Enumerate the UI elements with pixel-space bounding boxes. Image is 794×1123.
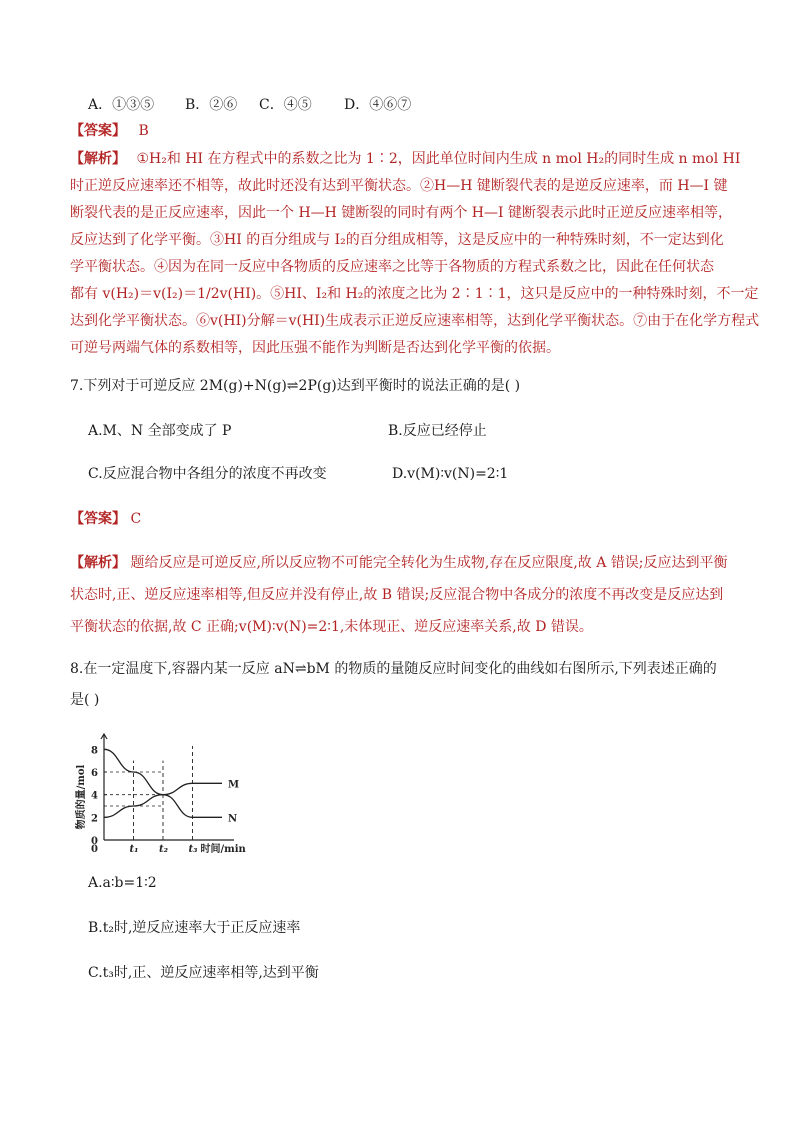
x-tick-label-t2: t₂ bbox=[159, 844, 168, 855]
y-tick-label: 2 bbox=[91, 813, 98, 825]
q6-exp-line-8: 可逆号两端气体的系数相等，因此压强不能作为判断是否达到化学平衡的依据。 bbox=[70, 340, 560, 356]
q6-option-c: C．④⑤ bbox=[259, 97, 312, 113]
y-axis-label: 物质的量/mol bbox=[76, 764, 87, 830]
x-tick-label-t3: t₃ bbox=[188, 844, 198, 855]
series-label-M: M bbox=[228, 779, 240, 791]
q7-exp-line-2: 状态时,正、逆反应速率相等,但反应并没有停止,故 B 错误;反应混合物中各成分的浓度不再改变是反应达到 bbox=[70, 587, 724, 603]
amount-vs-time-chart bbox=[72, 728, 262, 856]
series-label-N: N bbox=[228, 813, 238, 825]
q6-exp-line-2: 时正逆反应速率还不相等，故此时还没有达到平衡状态。②H—H 键断裂代表的是逆反应速率，而 H—I 键 bbox=[70, 178, 728, 194]
q8-option-a: A.a∶b=1∶2 bbox=[88, 875, 157, 891]
q6-explanation-label: 【解析】 bbox=[70, 151, 126, 167]
q6-option-b: B．②⑥ bbox=[185, 97, 238, 113]
q6-exp-line-5: 学平衡状态。④因为在同一反应中各物质的反应速率之比等于各物质的方程式系数之比，因此在任何状态 bbox=[70, 259, 714, 275]
q7-exp-line-3: 平衡状态的依据,故 C 正确;v(M)∶v(N)=2∶1,未体现正、逆反应速率关系,故 D 错误。 bbox=[70, 619, 593, 635]
q6-exp-line-4: 反应达到了化学平衡。③HI 的百分组成与 I₂的百分组成相等，这是反应中的一种特殊时刻，不一定达到化 bbox=[70, 232, 724, 248]
x-tick-label-t1: t₁ bbox=[129, 844, 139, 855]
q7-option-d: D.v(M)∶v(N)=2∶1 bbox=[392, 466, 509, 482]
q7-answer-label: 【答案】 bbox=[70, 511, 126, 527]
q7-exp-line-1: 【解析】 题给反应是可逆反应,所以反应物不可能完全转化为生成物,存在反应限度,故 A 错误;反应达到平衡 bbox=[70, 555, 728, 571]
q7-answer-row bbox=[70, 509, 141, 529]
q6-answer-value: B bbox=[138, 123, 149, 139]
q6-option-a: A．①③⑤ bbox=[88, 97, 155, 113]
y-tick-label: 8 bbox=[91, 745, 98, 757]
q6-exp-line-6: 都有 v(H₂)＝v(I₂)＝1/2v(HI)。⑤HI、I₂和 H₂的浓度之比为 2∶1∶1，这只是反应中的一种特殊时刻，不一定 bbox=[70, 286, 759, 302]
q7-answer-value: C bbox=[130, 511, 142, 527]
q7-option-c: C.反应混合物中各组分的浓度不再改变 bbox=[88, 466, 327, 482]
q8-option-b: B.t₂时,逆反应速率大于正反应速率 bbox=[88, 920, 301, 936]
q7-option-a: A.M、N 全部变成了 P bbox=[88, 423, 232, 439]
q7-stem: 7.下列对于可逆反应 2M(g)+N(g)⇌2P(g)达到平衡时的说法正确的是( ) bbox=[70, 378, 521, 394]
q8-stem-line-2: 是( ) bbox=[70, 692, 100, 708]
y-tick-label: 0 bbox=[91, 836, 98, 847]
q7-explanation-label: 【解析】 bbox=[70, 555, 126, 571]
y-tick-label: 6 bbox=[91, 768, 98, 779]
q8-stem-line-1: 8.在一定温度下,容器内某一反应 aN⇌bM 的物质的量随反应时间变化的曲线如右图所示,下列表述正确的 bbox=[70, 661, 717, 677]
origin-label: 0 bbox=[91, 844, 98, 855]
q6-answer-row bbox=[70, 121, 149, 141]
q6-exp-line-1: 【解析】 ①H₂和 HI 在方程式中的系数之比为 1∶2，因此单位时间内生成 n mol H₂的同时生成 n mol HI bbox=[70, 151, 741, 167]
y-tick-label: 4 bbox=[91, 790, 98, 802]
q7-option-b: B.反应已经停止 bbox=[388, 423, 487, 439]
q6-answer-label: 【答案】 bbox=[70, 123, 126, 139]
q6-exp-line-3: 断裂代表的是正反应速率，因此一个 H—H 键断裂的同时有两个 H—I 键断裂表示此时正逆反应速率相等， bbox=[70, 205, 732, 221]
q8-option-c: C.t₃时,正、逆反应速率相等,达到平衡 bbox=[88, 965, 319, 981]
q6-option-d: D．④⑥⑦ bbox=[344, 97, 412, 113]
x-axis-label: 时间/min bbox=[200, 844, 246, 855]
q6-exp-line-7: 达到化学平衡状态。⑥v(HI)分解＝v(HI)生成表示正逆反应速率相等，达到化学平衡状态。⑦由于在化学方程式 bbox=[70, 313, 760, 329]
